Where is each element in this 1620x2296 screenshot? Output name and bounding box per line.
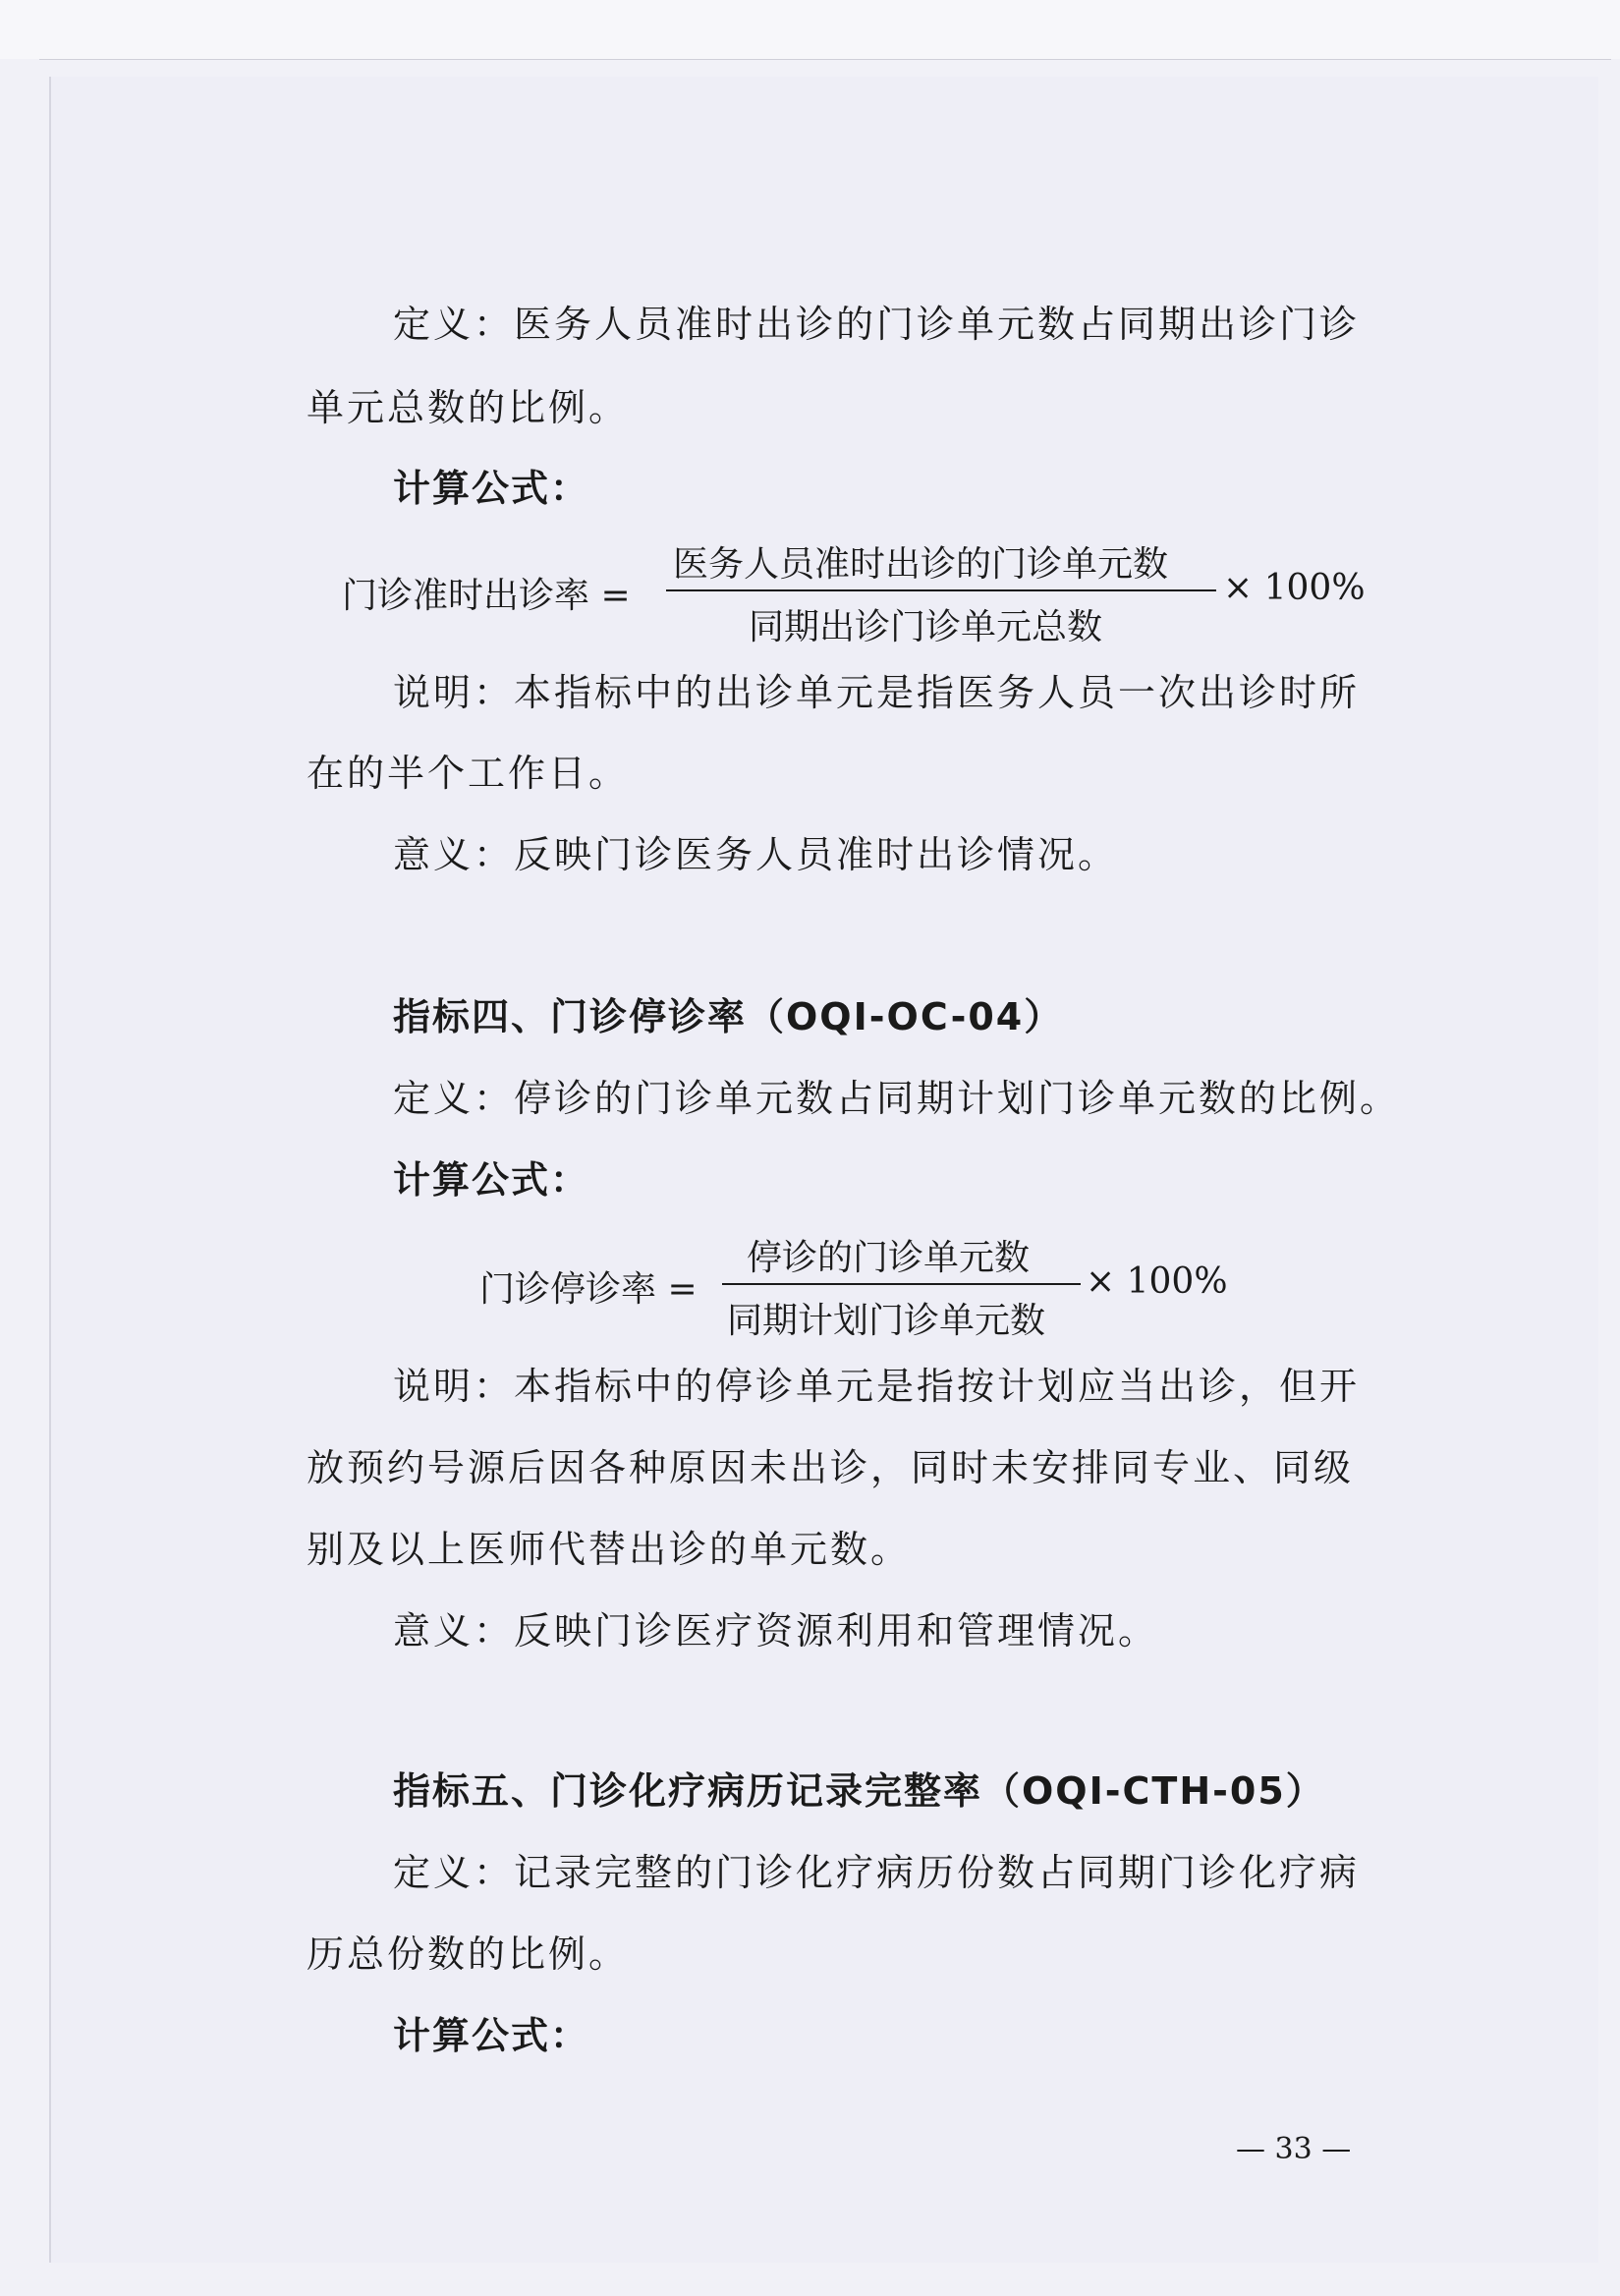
ind4-formula-numerator: 停诊的门诊单元数 <box>747 1238 1031 1278</box>
ind4-heading: 指标四、门诊停诊率（OQI-OC-04） <box>393 995 1064 1038</box>
ind4-note-line3: 别及以上医师代替出诊的单元数。 <box>307 1528 912 1571</box>
ind4-formula-denominator: 同期计划门诊单元数 <box>727 1301 1046 1341</box>
ind3-formula-denominator: 同期出诊门诊单元总数 <box>749 607 1103 647</box>
ind3-formula-label: 计算公式： <box>393 467 590 510</box>
ind5-formula-label: 计算公式： <box>393 2014 590 2057</box>
scan-edge-line <box>39 59 1611 60</box>
ind5-heading: 指标五、门诊化疗病历记录完整率（OQI-CTH-05） <box>393 1769 1325 1813</box>
page-number: — 33 — <box>1236 2132 1352 2166</box>
ind4-formula-label: 计算公式： <box>393 1158 590 1202</box>
scan-top-margin <box>0 0 1620 59</box>
ind3-formula-numerator: 医务人员准时出诊的门诊单元数 <box>673 544 1169 585</box>
ind5-definition-line2: 历总份数的比例。 <box>307 1932 630 1976</box>
ind4-formula-lhs: 门诊停诊率 = <box>479 1269 698 1310</box>
ind3-formula-multiplier: × 100% <box>1223 568 1366 608</box>
ind3-note-line2: 在的半个工作日。 <box>307 752 630 795</box>
ind3-note-line1: 说明：本指标中的出诊单元是指医务人员一次出诊时所 <box>393 671 1361 714</box>
ind3-definition-line2: 单元总数的比例。 <box>307 386 630 429</box>
ind3-formula-lhs: 门诊准时出诊率 = <box>342 576 631 616</box>
ind4-fraction-bar <box>722 1283 1081 1285</box>
ind4-definition: 定义：停诊的门诊单元数占同期计划门诊单元数的比例。 <box>393 1077 1401 1120</box>
ind4-meaning: 意义：反映门诊医疗资源利用和管理情况。 <box>393 1609 1159 1652</box>
ind3-meaning: 意义：反映门诊医务人员准时出诊情况。 <box>393 833 1119 876</box>
ind4-note-line1: 说明：本指标中的停诊单元是指按计划应当出诊，但开 <box>393 1365 1361 1408</box>
ind4-formula-multiplier: × 100% <box>1086 1261 1228 1302</box>
ind3-fraction-bar <box>666 589 1216 591</box>
document-page <box>49 77 1598 2263</box>
ind3-definition-line1: 定义：医务人员准时出诊的门诊单元数占同期出诊门诊 <box>393 303 1361 346</box>
ind5-definition-line1: 定义：记录完整的门诊化疗病历份数占同期门诊化疗病 <box>393 1851 1361 1894</box>
ind4-note-line2: 放预约号源后因各种原因未出诊，同时未安排同专业、同级 <box>307 1446 1355 1489</box>
